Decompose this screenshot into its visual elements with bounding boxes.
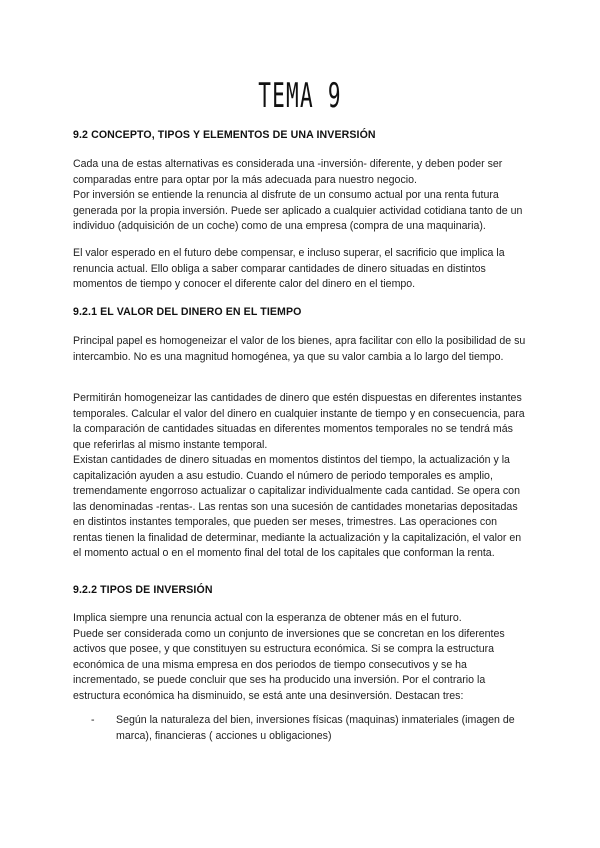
paragraph-line: Implica siempre una renuncia actual con la esperanza de obtener más en el futuro. [73,612,462,624]
page-title: TEMA 9 [258,76,342,116]
paragraph [73,246,529,293]
paragraph [73,391,529,562]
bullet-list [73,713,529,744]
paragraph-text [73,391,529,562]
paragraph-text: Principal papel es homogeneizar el valor de los bienes, apra facilitar con ello la posibilidad de su intercambio. No es una magnitud homogénea, ya que su valor cambia a lo largo del tiempo. [73,335,526,363]
paragraph-line: Puede ser considerada como un conjunto de inversiones que se concretan en los diferentes activos que posee, y que constituyen su estructura económica. Si se compra la estructura económica de una misma empresa en dos periodos de tiempo consecutivos y se ha incrementado, se puede concluir que ses ha producido una inversión. Por el contrario la estructura económica ha disminuido, se está ante una desinversión. Destacan tres: [73,627,505,702]
section-heading-9-2 [73,128,529,142]
paragraph [73,334,529,365]
paragraph-line: Permitirán homogeneizar las cantidades de dinero que estén dispuestas en diferentes instantes temporales. Calcular el valor del dinero en cualquier instante de tiempo y en consecuencia, para la comparación de cantidades situadas en diferentes momentos temporales no se tendrá más que referirlas al mismo instante temporal. [73,392,525,451]
paragraph-line: Por inversión se entiende la renuncia al disfrute de un consumo actual por una renta futura generada por la propia inversión. Puede ser aplicado a cualquier actividad cotidiana tanto de un individuo (adquisición de un coche) como de una empresa (compra de una maquinaria). [73,189,523,232]
paragraph [73,157,529,235]
section-heading: 9.2.1 EL VALOR DEL DINERO EN EL TIEMPO [73,306,302,318]
paragraph-line: Cada una de estas alternativas es considerada una -inversión- diferente, y deben poder ser comparadas entre para optar por la más adecuada para nuestro negocio. [73,158,503,186]
paragraph-text [73,611,529,704]
section-heading-9-2-1 [73,305,529,319]
paragraph-text: El valor esperado en el futuro debe compensar, e incluso superar, el sacrificio que implica la renuncia actual. Ello obliga a saber comparar cantidades de dinero situadas en distintos momentos de tiempo y conocer el diferente calor del dinero en el tiempo. [73,247,505,290]
section-heading-9-2-2 [73,583,529,597]
section-heading: 9.2.2 TIPOS DE INVERSIÓN [73,584,213,596]
paragraph-text [73,157,529,235]
bullet-dash: - [91,714,95,726]
section-heading: 9.2 CONCEPTO, TIPOS Y ELEMENTOS DE UNA INVERSIÓN [73,129,376,141]
paragraph [73,611,529,704]
bullet-text: Según la naturaleza del bien, inversiones físicas (maquinas) inmateriales (imagen de marca), financieras ( acciones u obligaciones) [116,714,515,742]
list-item [73,713,529,744]
paragraph-line: Existan cantidades de dinero situadas en momentos distintos del tiempo, la actualización y la capitalización ayuden a asu estudio. Cuando el número de periodo temporales es amplio, tremendamente engorroso actualizar o capitalizar individualmente cada cantidad. Se opera con las denominadas -rentas-. Las rentas son una sucesión de cantidades monetarias depositadas en distintos instantes temporales, que pueden ser meses, trimestres. Las operaciones con rentas tienen la finalidad de determinar, mediante la actualización y la capitalización, el valor en el momento actual o en el momento final del total de los capitales que conforman la renta. [73,454,522,559]
